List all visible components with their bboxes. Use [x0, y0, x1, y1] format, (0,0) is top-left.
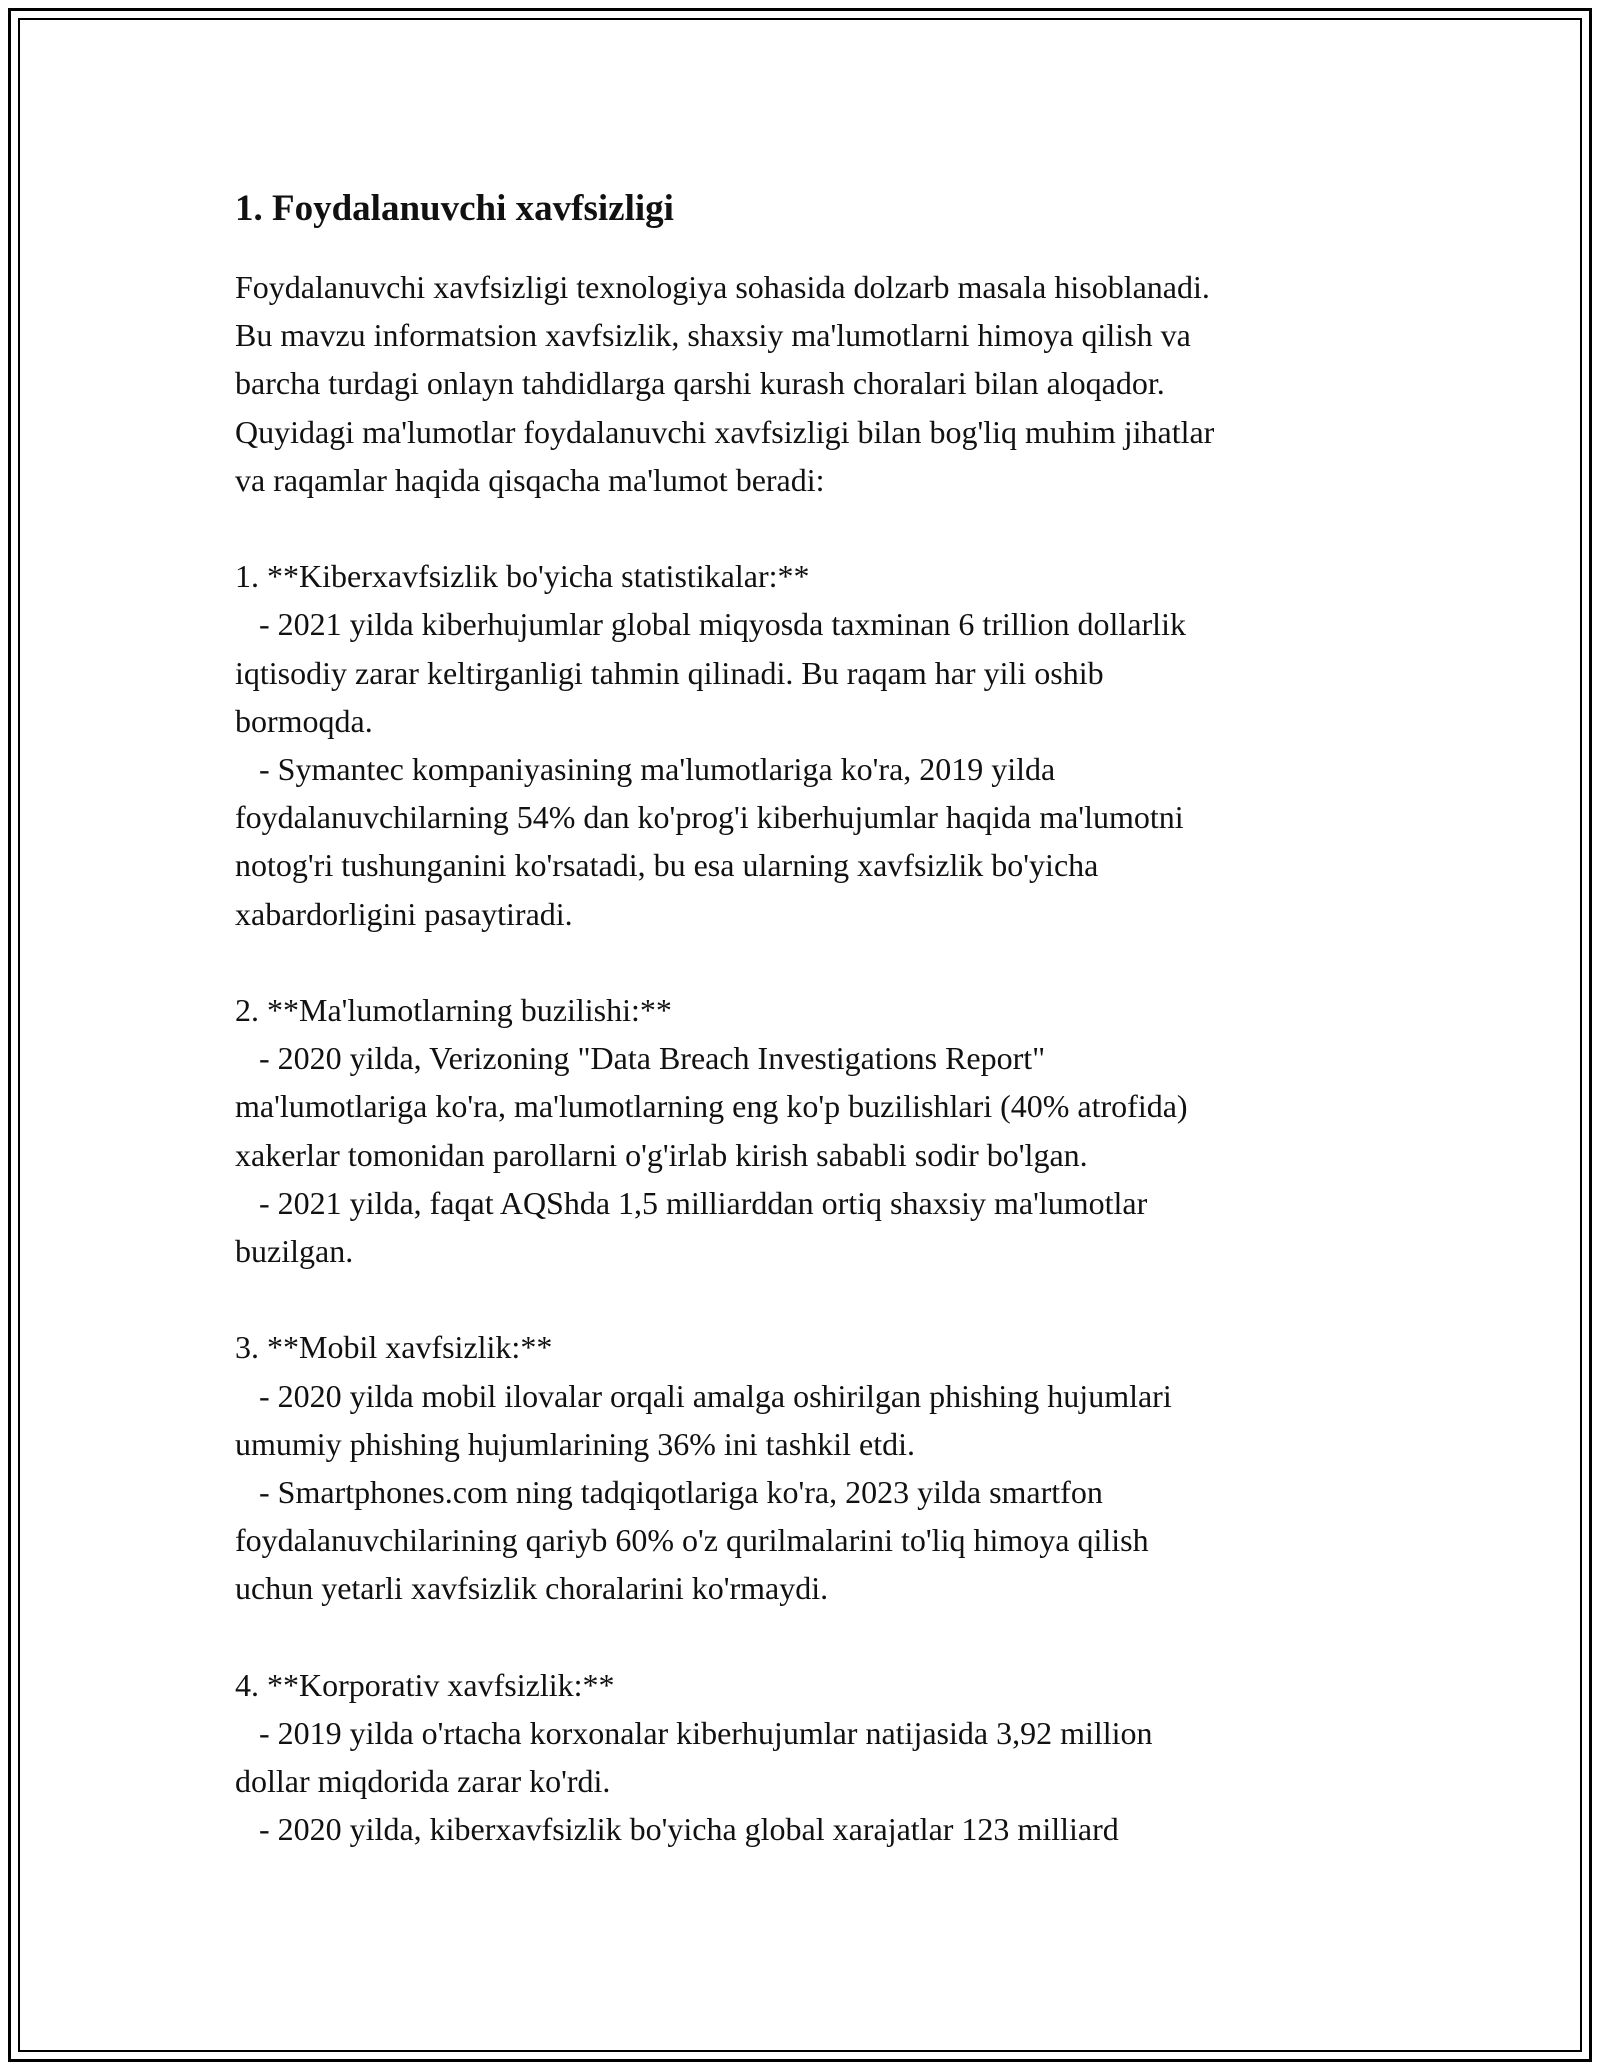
text-line: - 2020 yilda, Verizoning "Data Breach Investigations Report" [235, 1040, 1046, 1077]
document-body [235, 185, 1435, 1854]
text-line: - Smartphones.com ning tadqiqotlariga ko'ra, 2023 yilda smartfon [235, 1474, 1103, 1511]
text-line: foydalanuvchilarining qariyb 60% o'z qurilmalarini to'liq himoya qilish [235, 1522, 1149, 1559]
text-line: buzilgan. [235, 1233, 354, 1270]
text-line: - Symantec kompaniyasining ma'lumotlariga ko'ra, 2019 yilda [235, 751, 1056, 788]
text-line: 3. **Mobil xavfsizlik:** [235, 1329, 553, 1366]
text-line: dollar miqdorida zarar ko'rdi. [235, 1763, 611, 1800]
text-line: bormoqda. [235, 702, 373, 739]
text-line: notog'ri tushunganini ko'rsatadi, bu esa ularning xavfsizlik bo'yicha [235, 847, 1099, 884]
text-line [235, 504, 1435, 552]
text-line: xakerlar tomonidan parollarni o'g'irlab kirish sababli sodir bo'lgan. [235, 1136, 1088, 1173]
text-line: barcha turdagi onlayn tahdidlarga qarshi kurash choralari bilan aloqador. [235, 365, 1165, 402]
text-line: umumiy phishing hujumlarining 36% ini tashkil etdi. [235, 1425, 915, 1462]
text-line [235, 938, 1435, 986]
document-title: 1. Foydalanuvchi xavfsizligi [235, 188, 674, 229]
text-line: va raqamlar haqida qisqacha ma'lumot beradi: [235, 461, 825, 498]
text-line: 4. **Korporativ xavfsizlik:** [235, 1666, 615, 1703]
text-line: ma'lumotlariga ko'ra, ma'lumotlarning eng ko'p buzilishlari (40% atrofida) [235, 1088, 1188, 1125]
text-line [235, 1275, 1435, 1323]
text-line: Quyidagi ma'lumotlar foydalanuvchi xavfsizligi bilan bog'liq muhim jihatlar [235, 413, 1215, 450]
text-line: - 2020 yilda mobil ilovalar orqali amalga oshirilgan phishing hujumlari [235, 1377, 1172, 1414]
text-line: xabardorligini pasaytiradi. [235, 895, 573, 932]
text-line: - 2019 yilda o'rtacha korxonalar kiberhujumlar natijasida 3,92 million [235, 1715, 1153, 1752]
document-text [235, 263, 1435, 1854]
text-line: Foydalanuvchi xavfsizligi texnologiya sohasida dolzarb masala hisoblanadi. [235, 269, 1210, 305]
text-line: - 2021 yilda, faqat AQShda 1,5 milliarddan ortiq shaxsiy ma'lumotlar [235, 1184, 1148, 1221]
text-line: foydalanuvchilarning 54% dan ko'prog'i kiberhujumlar haqida ma'lumotni [235, 799, 1184, 836]
text-line: uchun yetarli xavfsizlik choralarini ko'rmaydi. [235, 1570, 829, 1607]
text-line: Bu mavzu informatsion xavfsizlik, shaxsiy ma'lumotlarni himoya qilish va [235, 317, 1191, 354]
text-line: - 2021 yilda kiberhujumlar global miqyosda taxminan 6 trillion dollarlik [235, 606, 1186, 643]
text-line: - 2020 yilda, kiberxavfsizlik bo'yicha global xarajatlar 123 milliard [235, 1811, 1119, 1848]
text-line [235, 1613, 1435, 1661]
text-line: iqtisodiy zarar keltirganligi tahmin qilinadi. Bu raqam har yili oshib [235, 654, 1104, 691]
text-line: 2. **Ma'lumotlarning buzilishi:** [235, 992, 672, 1029]
text-line: 1. **Kiberxavfsizlik bo'yicha statistikalar:** [235, 558, 810, 595]
